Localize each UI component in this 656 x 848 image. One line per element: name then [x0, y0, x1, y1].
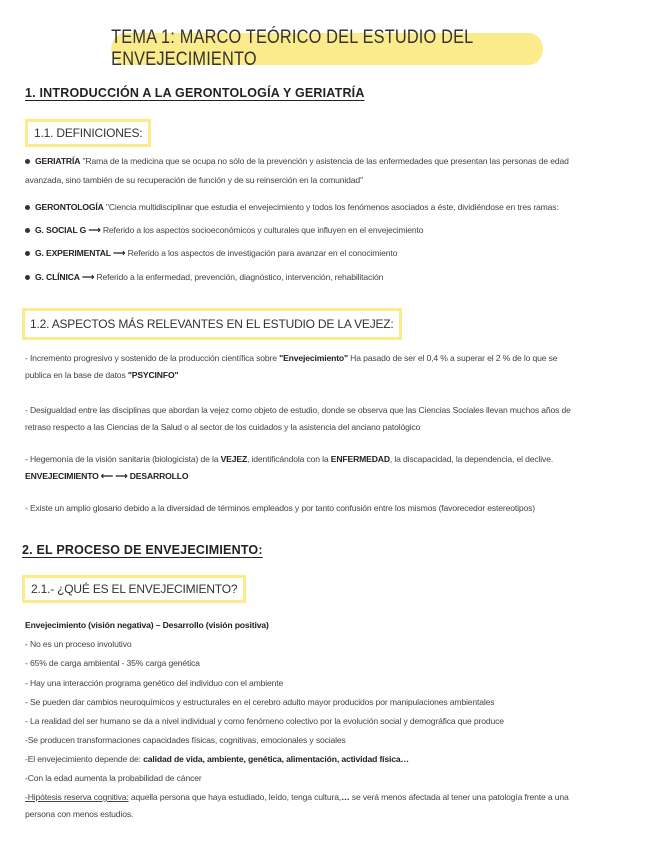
bullet-dot-icon — [25, 228, 30, 233]
aging-factors: -El envejecimiento depende de: calidad de vida, ambiente, genética, alimentación, actividad física… — [25, 754, 409, 764]
list-item: - Hay una interacción programa genético del individuo con el ambiente — [25, 678, 284, 688]
section-1-heading: 1. INTRODUCCIÓN A LA GERONTOLOGÍA Y GERIATRÍA — [25, 86, 365, 100]
arrow-right-icon: ⟶ — [82, 272, 95, 282]
section-2-heading: 2. EL PROCESO DE ENVEJECIMIENTO: — [22, 543, 263, 557]
list-item: -Con la edad aumenta la probabilidad de cáncer — [25, 773, 202, 783]
list-item: - No es un proceso involutivo — [25, 639, 132, 649]
bullet-dot-icon — [25, 251, 30, 256]
subsection-2-1-heading: 2.1.- ¿QUÉ ES EL ENVEJECIMIENTO? — [22, 575, 246, 603]
list-item: -Se producen transformaciones capacidades físicas, cognitivas, emocionales y sociales — [25, 735, 346, 745]
branch-g-experimental: G. EXPERIMENTAL ⟶ Referido a los aspectos de investigación para avanzar en el conocimiento — [25, 244, 635, 263]
bullet-dot-icon — [25, 159, 30, 164]
list-item: - La realidad del ser humano se da a nivel individual y como fenómeno colectivo por la evolución social y demográfica que produce — [25, 716, 504, 726]
aspect-sanitary-hegemony: - Hegemonía de la visión sanitaria (biologicista) de la VEJEZ, identificándola con la ENFERMEDAD, la discapacidad, la dependencia, el declive. ENVEJECIMIENTO ⟵ ⟶ DESARROLLO — [25, 454, 554, 481]
double-arrow-icon: ⟵ ⟶ — [98, 471, 130, 481]
bullet-dot-icon — [25, 275, 30, 280]
subsection-1-2-heading: 1.2. ASPECTOS MÁS RELEVANTES EN EL ESTUDIO DE LA VEJEZ: — [22, 308, 402, 340]
aspect-glossary: - Existe un amplio glosario debido a la diversidad de términos empleados y por tanto confusión entre los mismos (favorecedor estereotipos) — [25, 503, 535, 513]
bullet-dot-icon — [25, 205, 30, 210]
subsection-1-1-heading: 1.1. DEFINICIONES: — [25, 119, 151, 147]
aging-vs-development: Envejecimiento (visión negativa) – Desarrollo (visión positiva) — [25, 620, 269, 630]
definition-geriatria: GERIATRÍA "Rama de la medicina que se ocupa no sólo de la prevención y asistencia de las enfermedades que presentan las personas de edad — [25, 152, 635, 171]
aspect-disciplinary-inequality: - Desigualdad entre las disciplinas que abordan la vejez como objeto de estudio, donde se observa que las Ciencias Sociales llevan muchos años de retraso respecto a las Ciencias de la Salud o al sector de los cuidados y la asistencia del anciano patológico — [25, 405, 571, 432]
list-item: - 65% de carga ambiental - 35% carga genética — [25, 658, 200, 668]
list-item: - Se pueden dar cambios neuroquímicos y estructurales en el cerebro adulto mayor producidos por manipulaciones ambientales — [25, 697, 495, 707]
aspect-scientific-production: - Incremento progresivo y sostenido de la producción científica sobre "Envejecimiento" Ha pasado de ser el 0,4 % a superar el 2 % de lo que se publica en la base de datos "PSYCINFO" — [25, 353, 558, 380]
branch-g-social: G. SOCIAL G ⟶ Referido a los aspectos socioeconómicos y culturales que influyen en el envejecimiento — [25, 221, 635, 240]
cognitive-reserve-hypothesis: -Hipótesis reserva cognitiva: aquella persona que haya estudiado, leído, tenga cultura,… se verá menos afectada al tener una patología frente a una persona con menos estudios. — [25, 792, 569, 819]
definition-gerontologia: GERONTOLOGÍA "Ciencia multidisciplinar que estudia el envejecimiento y todos los fenómenos asociados a éste, dividiéndose en tres ramas: — [25, 198, 635, 217]
definition-geriatria-cont: avanzada, sino también de su recuperación de función y de su reinserción en la comunidad" — [25, 175, 363, 185]
page-title: TEMA 1: MARCO TEÓRICO DEL ESTUDIO DEL ENVEJECIMIENTO — [111, 33, 543, 65]
branch-g-clinica: G. CLÍNICA ⟶ Referido a la enfermedad, prevención, diagnóstico, intervención, rehabilitación — [25, 268, 635, 287]
arrow-right-icon: ⟶ — [88, 225, 101, 235]
arrow-right-icon: ⟶ — [113, 248, 126, 258]
